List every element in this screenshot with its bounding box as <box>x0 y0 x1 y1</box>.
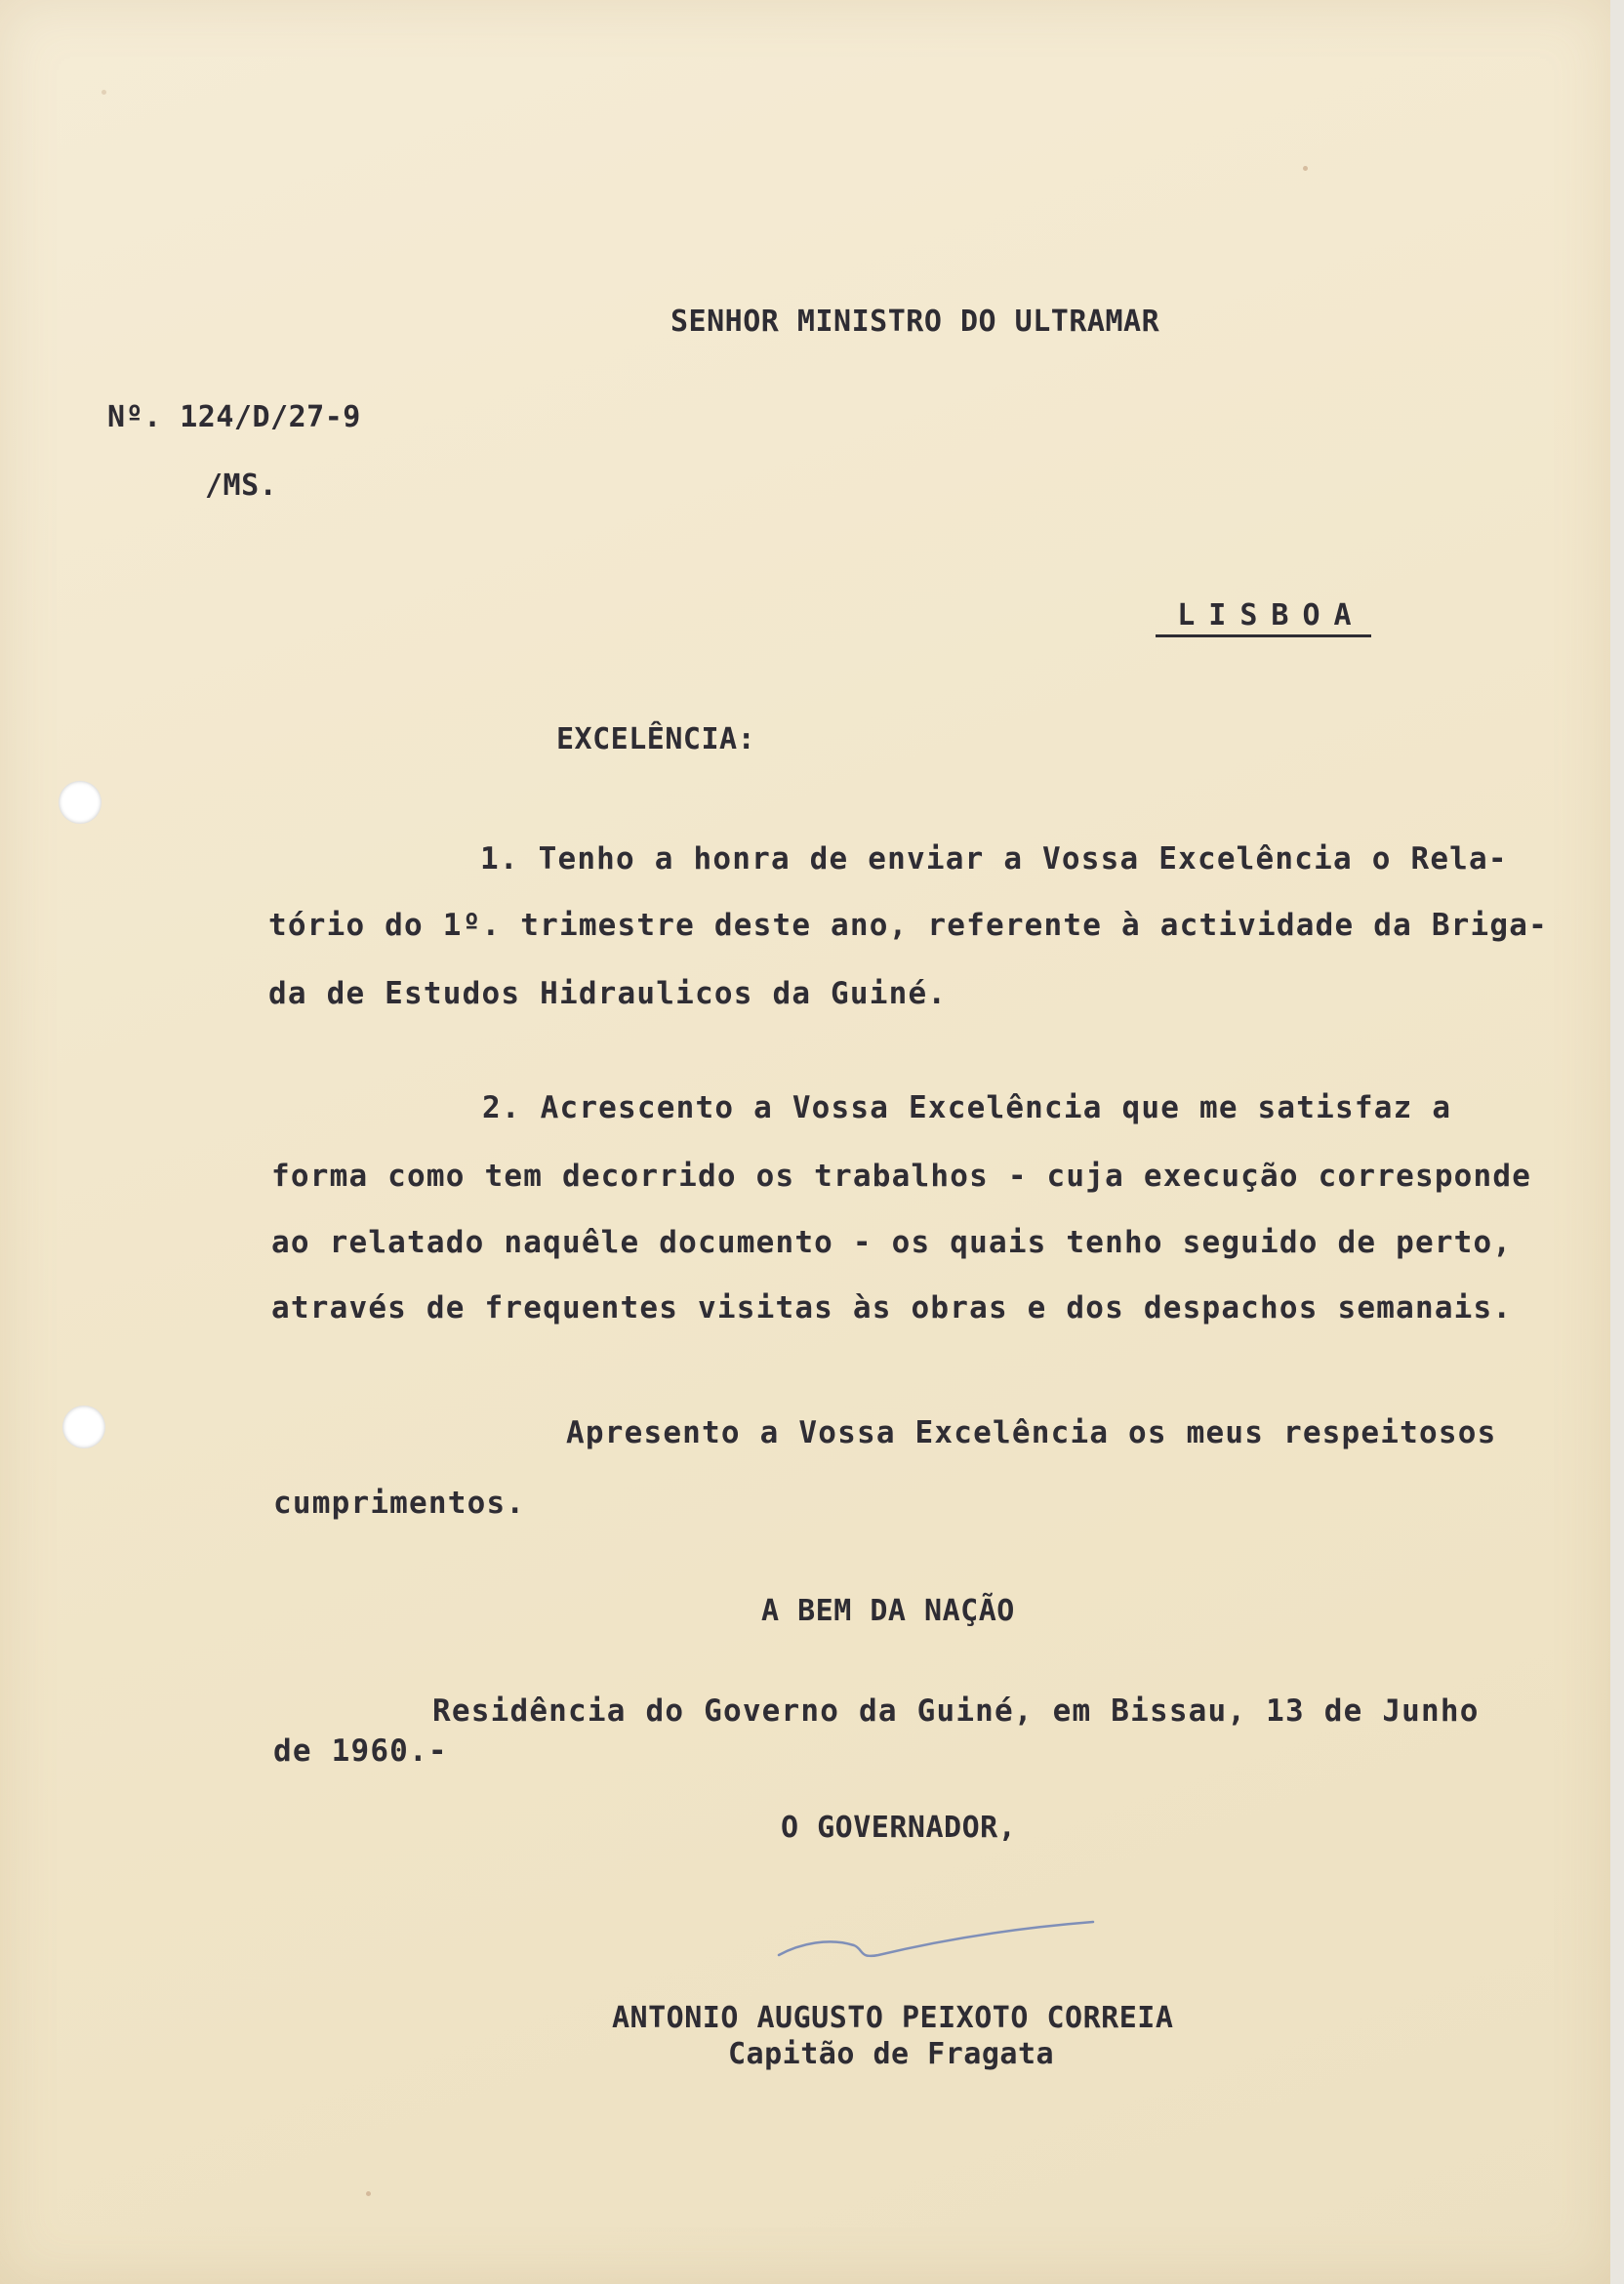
salutation: EXCELÊNCIA: <box>556 722 756 756</box>
closing-line: Apresento a Vossa Excelência os meus respeitosos <box>566 1415 1497 1450</box>
paragraph-2-line: forma como tem decorrido os trabalhos - cuja execução corresponde <box>271 1159 1532 1194</box>
paper-speck <box>102 90 106 95</box>
paper-speck <box>366 2191 371 2196</box>
paragraph-1-line: tório do 1º. trimestre deste ano, referente à actividade da Briga- <box>268 908 1548 943</box>
signatory-name: ANTONIO AUGUSTO PEIXOTO CORREIA <box>612 2001 1174 2035</box>
signatory-rank: Capitão de Fragata <box>728 2037 1055 2071</box>
place-date-line: Residência do Governo da Guiné, em Bissau, 13 de Junho <box>432 1693 1480 1729</box>
place-date-line: de 1960.- <box>273 1733 448 1769</box>
punch-hole-top <box>59 781 102 824</box>
reference-number: Nº. 124/D/27-9 <box>107 400 361 434</box>
punch-hole-bottom <box>62 1406 105 1448</box>
motto: A BEM DA NAÇÃO <box>761 1594 1015 1628</box>
addressee-heading: SENHOR MINISTRO DO ULTRAMAR <box>670 305 1160 339</box>
paragraph-2-line: ao relatado naquêle documento - os quais tenho seguido de perto, <box>271 1225 1513 1260</box>
scan-edge <box>1610 0 1624 2284</box>
destination-wrapper <box>1083 564 1371 667</box>
handwritten-signature <box>771 1908 1103 1977</box>
reference-suffix: /MS. <box>205 469 278 503</box>
paragraph-1-line: 1. Tenho a honra de enviar a Vossa Excelência o Rela- <box>480 841 1508 877</box>
signatory-title: O GOVERNADOR, <box>781 1811 1017 1845</box>
paper-speck <box>1303 166 1308 171</box>
paragraph-2-line: 2. Acrescento a Vossa Excelência que me satisfaz a <box>482 1090 1452 1125</box>
closing-line: cumprimentos. <box>273 1486 526 1521</box>
paragraph-1-line: da de Estudos Hidraulicos da Guiné. <box>268 976 948 1011</box>
paragraph-2-line: através de frequentes visitas às obras e dos despachos semanais. <box>271 1290 1513 1326</box>
destination-city: LISBOA <box>1156 598 1370 637</box>
